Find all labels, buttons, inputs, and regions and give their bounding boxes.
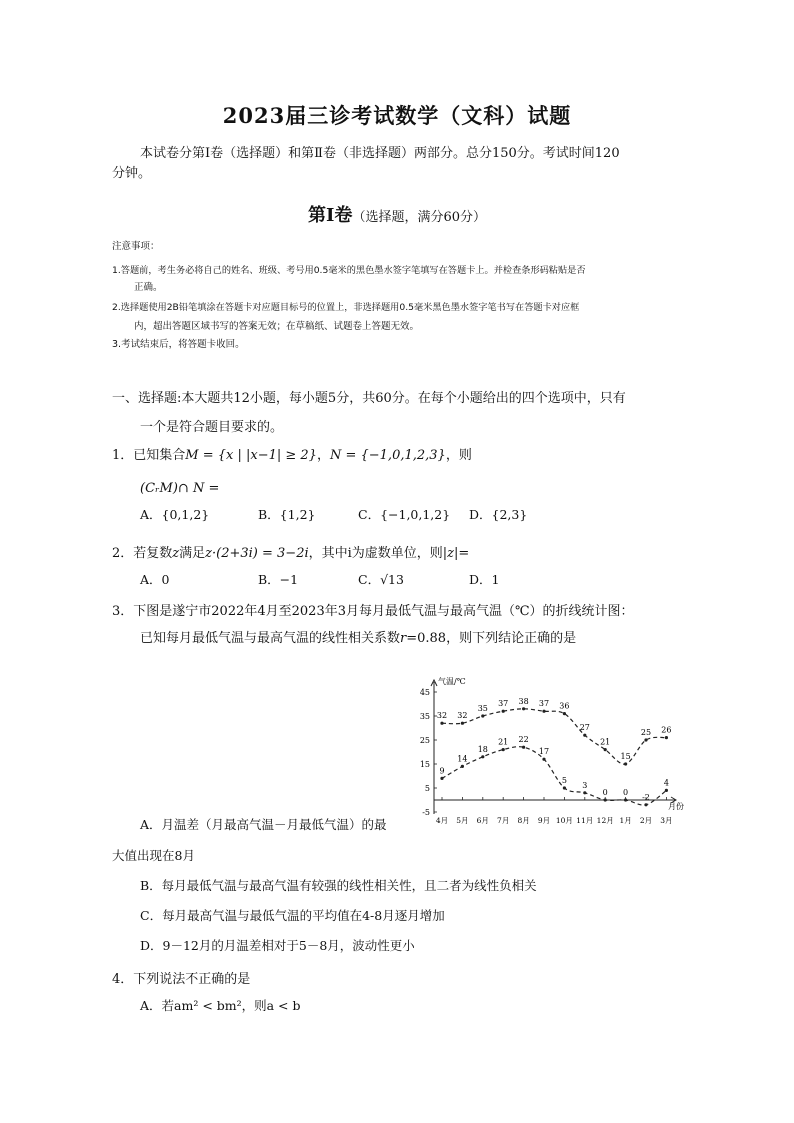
x-tick-label: 4月: [435, 816, 449, 824]
series-2-point: [481, 755, 484, 758]
series-2-point: [624, 798, 627, 801]
q1-option-b: B．{1,2}: [258, 507, 316, 522]
y-tick-label: 35: [419, 712, 430, 721]
series-2-point: [522, 746, 525, 749]
notes-heading: 注意事项：: [112, 241, 160, 252]
series-1-point: [624, 762, 627, 765]
series-1-data-label: 37: [538, 699, 550, 709]
q3-line1: 3．下图是遂宁市2022年4月至2023年3月每月最低气温与最高气温（℃）的折线统计图：: [112, 604, 634, 619]
series-2-point: [583, 791, 586, 794]
series-1-data-label: 32: [436, 711, 448, 721]
section-title-main: 第Ⅰ卷: [308, 205, 353, 226]
series-1-data-label: 27: [579, 723, 590, 733]
y-tick-label: 15: [419, 760, 430, 769]
y-tick-label: 25: [419, 736, 430, 745]
q2-option-d: D．1: [469, 572, 500, 587]
series-1-data-label: 32: [457, 711, 468, 721]
series-2-data-label: 4: [663, 778, 669, 788]
series-1-data-label: 38: [518, 696, 529, 706]
x-tick-label: 7月: [497, 816, 510, 824]
series-1-point: [502, 710, 505, 713]
temperature-line-chart: [408, 672, 698, 824]
q2-option-c: C．√13: [358, 572, 404, 587]
series-2-point: [665, 789, 668, 792]
series-1-data-label: 37: [498, 699, 509, 709]
q1-set-m: M = {x | |x−1| ≥ 2}: [185, 448, 317, 463]
q3-r: r: [400, 631, 407, 646]
q2-mod: |z|=: [442, 546, 470, 561]
x-tick-label: 10月: [555, 816, 573, 824]
series-2-data-label: 18: [477, 744, 488, 754]
note-2a: 2.选择题使用2B铅笔填涂在答题卡对应题目标号的位置上，非选择题用0.5毫米黑色墨水签字笔书写在答题卡对应框: [112, 302, 580, 313]
q4-option-a: A．若am² < bm²，则a < b: [140, 998, 301, 1013]
series-2-point: [644, 803, 647, 806]
series-2-point: [563, 786, 566, 789]
series-1-point: [522, 707, 525, 710]
series-2-data-label: 9: [439, 766, 445, 776]
part1-line2: 一个是符合题目要求的。: [140, 420, 284, 435]
q1-set-n: N = {−1,0,1,2,3}: [329, 448, 446, 463]
q1-stem: [112, 444, 472, 463]
section-title: [0, 201, 794, 227]
series-2-data-label: 0: [623, 788, 629, 797]
x-tick-label: 5月: [456, 816, 469, 824]
q3-option-a-line1: A．月温差（月最高气温－月最低气温）的最: [140, 817, 387, 832]
series-2-point: [440, 777, 443, 780]
series-1-point: [604, 748, 607, 751]
q2-stem: [112, 542, 469, 561]
series-1-data-label: 35: [477, 704, 488, 713]
x-tick-label: 12月: [596, 816, 614, 824]
x-tick-label: 11月: [576, 816, 594, 824]
series-1-point: [583, 734, 586, 737]
series-2-point: [502, 748, 505, 751]
series-2-data-label: 5: [561, 776, 567, 785]
series-2-point: [542, 758, 545, 761]
note-1a: 1.答题前，考生务必将自己的姓名、班级、考号用0.5毫米的黑色墨水签字笔填写在答题卡上。并检查条形码粘贴是否: [112, 265, 586, 276]
q3-option-b: B．每月最低气温与最高气温有较强的线性相关性，且二者为线性负相关: [140, 878, 537, 893]
note-1b: 正确。: [134, 282, 163, 293]
series-1-point: [440, 722, 443, 725]
x-axis-label: 月份: [668, 802, 684, 811]
series-1-data-label: 36: [559, 701, 570, 711]
q3-option-c: C．每月最高气温与最低气温的平均值在4-8月逐月增加: [140, 908, 445, 923]
series-2-data-label: 3: [582, 780, 588, 790]
intro-line2: 分钟。: [112, 166, 152, 181]
q3-line2: [140, 627, 576, 646]
q1-option-d: D．{2,3}: [469, 507, 528, 522]
x-tick-label: 3月: [660, 816, 673, 824]
x-tick-label: 2月: [639, 816, 653, 824]
series-2-point: [604, 798, 607, 801]
q2-option-b: B．−1: [258, 572, 299, 587]
y-tick-label: 5: [424, 784, 430, 793]
q3-line2a: 已知每月最低气温与最高气温的线性相关系数: [140, 631, 401, 646]
series-2-data-label: -2: [642, 792, 650, 802]
q2-stem-a: 2．若复数: [112, 546, 173, 561]
series-1-line: [442, 709, 666, 764]
q4-stem: 4．下列说法不正确的是: [112, 972, 251, 987]
series-1-data-label: 25: [640, 728, 652, 737]
series-1-data-label: 26: [661, 725, 672, 735]
series-1-point: [563, 712, 566, 715]
series-1-point: [481, 714, 484, 717]
y-tick-label: 45: [419, 688, 430, 697]
series-2-line: [442, 744, 666, 805]
q2-eq: z·(2+3i) = 3−2i: [205, 546, 309, 561]
q1-sep: ，: [316, 448, 330, 463]
series-1-data-label: 15: [620, 752, 631, 761]
series-2-data-label: 0: [602, 788, 608, 797]
note-3: 3.考试结束后，将答题卡收回。: [112, 339, 245, 350]
series-1-point: [665, 736, 668, 739]
series-2-data-label: 22: [518, 735, 529, 745]
q2-stem-b: 满足: [179, 546, 206, 561]
q1-stem-b: ，则: [445, 448, 472, 463]
series-1-data-label: 21: [600, 737, 611, 747]
x-tick-label: 1月: [619, 816, 632, 824]
q3-option-d: D．9－12月的月温差相对于5－8月，波动性更小: [140, 938, 415, 953]
intro-line1: 本试卷分第Ⅰ卷（选择题）和第Ⅱ卷（非选择题）两部分。总分150分。考试时间120: [140, 146, 620, 161]
series-2-point: [461, 765, 464, 768]
q2-option-a: A．0: [140, 572, 170, 587]
q2-stem-c: ，其中i为虚数单位，则: [308, 546, 443, 561]
series-2-data-label: 17: [538, 747, 550, 757]
x-tick-label: 8月: [517, 816, 530, 824]
q3-line2b: =0.88，则下列结论正确的是: [406, 631, 577, 646]
q3-option-a-line2: 大值出现在8月: [112, 848, 195, 863]
series-1-point: [644, 738, 647, 741]
x-tick-label: 6月: [476, 816, 489, 824]
series-1-point: [461, 722, 464, 725]
x-tick-label: 9月: [537, 816, 551, 824]
q1-expr: (CᵣM)∩ N =: [140, 481, 220, 496]
y-axis-label: 气温/℃: [438, 677, 466, 686]
q2-var: z: [172, 546, 180, 561]
series-1-point: [542, 710, 545, 713]
series-2-data-label: 21: [498, 737, 509, 747]
q1-option-a: A．{0,1,2}: [140, 507, 210, 522]
note-2b: 内，超出答题区域书写的答案无效；在草稿纸、试题卷上答题无效。: [134, 321, 420, 332]
section-title-sub: （选择题，满分60分）: [352, 210, 486, 225]
paper-title: 2023届三诊考试数学（文科）试题: [222, 103, 572, 128]
q1-stem-a: 1．已知集合: [112, 448, 186, 463]
q1-option-c: C．{−1,0,1,2}: [358, 507, 451, 522]
y-tick-label: -5: [422, 808, 430, 817]
part1-line1: 一、选择题:本大题共12小题，每小题5分，共60分。在每个小题给出的四个选项中，只有: [112, 391, 626, 406]
series-2-data-label: 14: [457, 754, 468, 764]
